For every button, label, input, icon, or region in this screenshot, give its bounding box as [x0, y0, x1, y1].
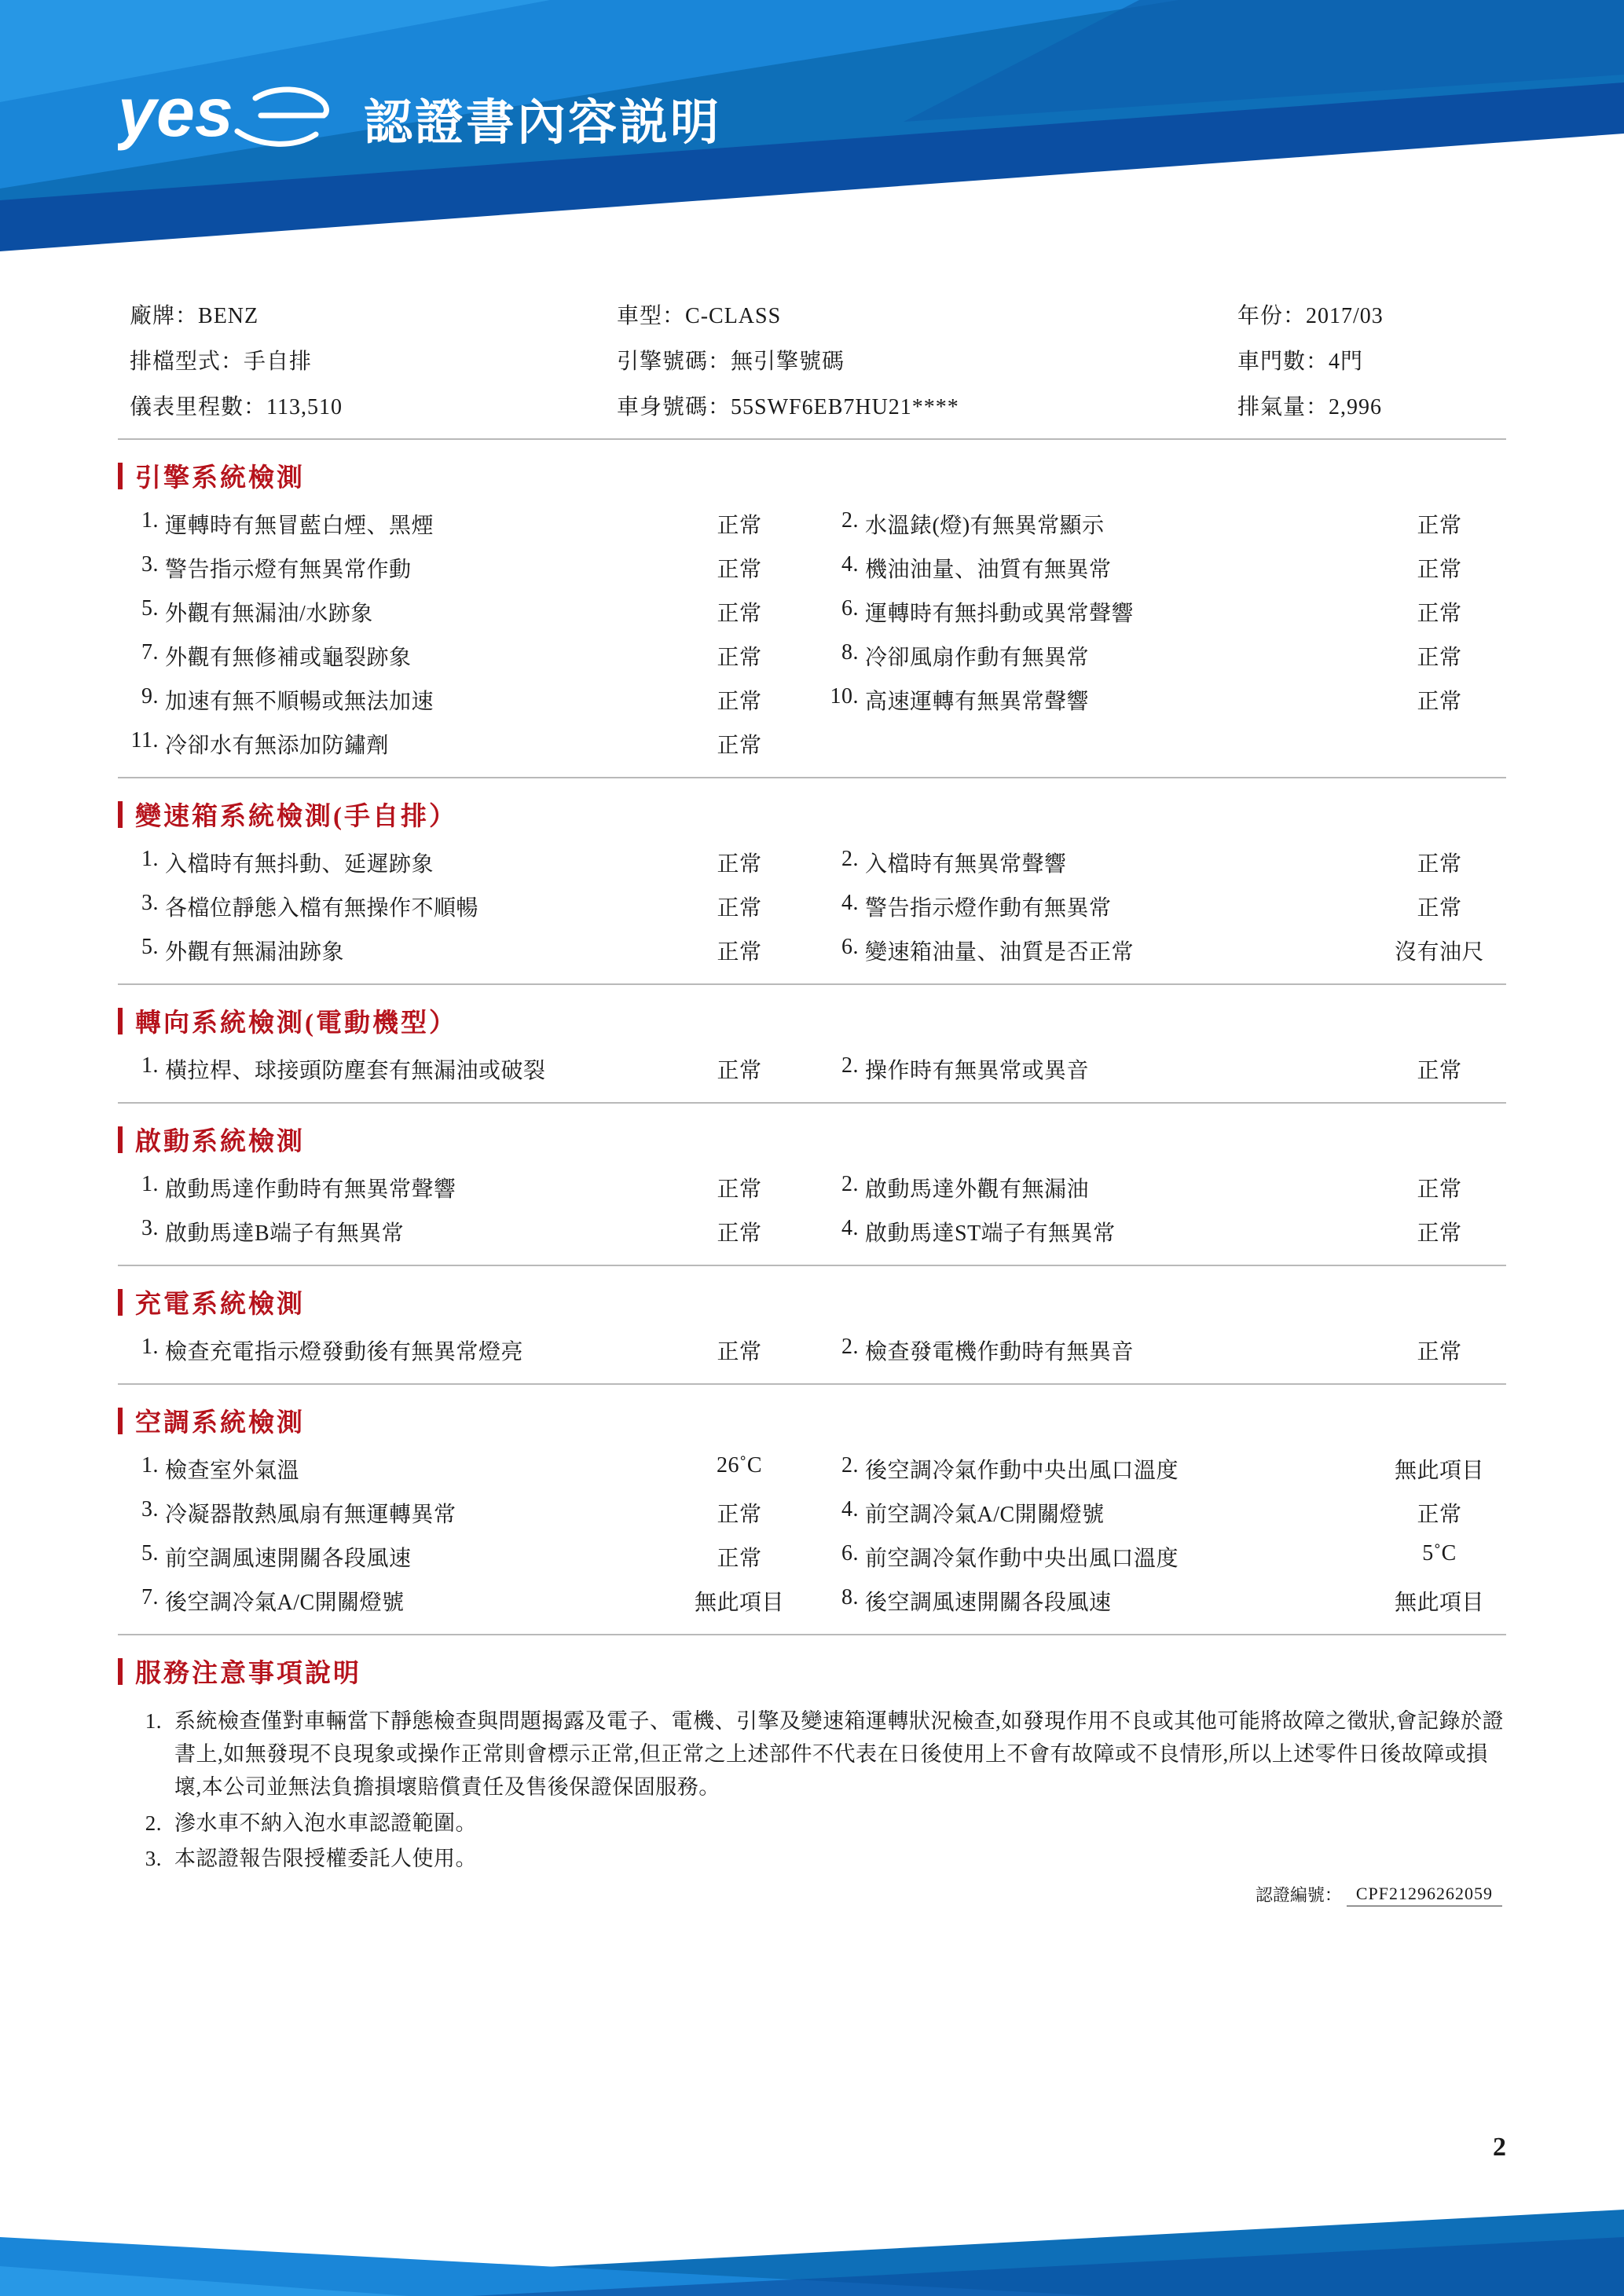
section-items	[118, 840, 1506, 985]
item-label: 前空調風速開關各段風速	[165, 1547, 412, 1571]
item-number: 1.	[141, 1453, 159, 1478]
page-title: 認證書內容説明	[364, 96, 722, 150]
document-body	[0, 283, 1624, 1906]
section-items	[118, 1328, 1506, 1385]
item-number: 3.	[141, 1216, 159, 1240]
item-label: 前空調冷氣作動中央出風口溫度	[865, 1547, 1179, 1571]
item-label: 變速箱油量、油質是否正常	[865, 940, 1135, 965]
item-label: 高速運轉有無異常聲響	[865, 690, 1090, 714]
item-result: 正常	[717, 690, 762, 714]
section-title: 啟動系統檢測	[135, 1128, 305, 1156]
item-number: 11.	[130, 728, 159, 753]
vehicle-info-value: 4門	[1329, 350, 1364, 374]
notice-item	[118, 1807, 1506, 1840]
footer-banner-graphic	[0, 2178, 1624, 2296]
item-number: 6.	[841, 596, 859, 621]
vehicle-info-label: 車身號碼：	[617, 395, 731, 419]
section-items	[118, 502, 1506, 778]
item-label: 各檔位靜態入檔有無操作不順暢	[165, 896, 479, 921]
vehicle-info-value: 113,510	[266, 395, 343, 419]
yes-logo-graphic	[118, 75, 334, 165]
item-result: 正常	[717, 896, 762, 921]
svg-text:yes: yes	[118, 75, 233, 151]
item-number	[806, 728, 865, 760]
item-number: 6.	[841, 1541, 859, 1565]
item-number: 1.	[141, 847, 159, 871]
yes-logo	[118, 75, 334, 161]
item-result: 正常	[717, 1503, 762, 1527]
item-label: 後空調冷氣作動中央出風口溫度	[865, 1459, 1179, 1483]
item-result: 正常	[1417, 646, 1462, 670]
item-result: 正常	[717, 558, 762, 582]
item-number: 3.	[141, 891, 159, 915]
section-marker-icon	[118, 1289, 123, 1316]
item-number: 5.	[141, 1541, 159, 1565]
section-marker-icon	[118, 1126, 123, 1153]
notice-text: 系統檢查僅對車輛當下靜態檢查與問題揭露及電子、電機、引擎及變速箱運轉狀況檢查,如發現作用不良或其他可能將故障之徵狀,會記錄於證書上,如無發現不良現象或操作正常則會標示正常,但正常之上述部件不代表在日後使用上不會有故障或不良情形,所以上述零件日後故障或損壞,本公司並無法負擔損壞賠償責任及售後保證保固服務。	[174, 1709, 1504, 1799]
item-label: 啟動馬達外觀有無漏油	[865, 1177, 1090, 1202]
item-number: 3.	[141, 552, 159, 577]
vehicle-info-value: 2017/03	[1306, 304, 1384, 328]
item-label: 加速有無不順暢或無法加速	[165, 690, 434, 714]
item-number: 6.	[841, 935, 859, 959]
notice-list	[118, 1697, 1506, 1876]
item-number: 2.	[841, 1453, 859, 1478]
section-items	[118, 1166, 1506, 1266]
item-result: 正常	[1417, 514, 1462, 538]
item-result: 無此項目	[1394, 1591, 1484, 1615]
item-number: 1.	[141, 1053, 159, 1078]
vehicle-info-field	[130, 390, 617, 421]
item-number: 2.	[841, 1335, 859, 1359]
item-result: 正常	[717, 514, 762, 538]
vehicle-info-field	[617, 344, 1237, 375]
item-number: 2.	[841, 847, 859, 871]
item-label: 冷凝器散熱風扇有無運轉異常	[165, 1503, 456, 1527]
section-title: 充電系統檢測	[135, 1291, 305, 1319]
section-title: 空調系統檢測	[135, 1409, 305, 1437]
vehicle-info-field	[617, 298, 1237, 330]
vehicle-info-value: C-CLASS	[685, 304, 782, 328]
item-result: 正常	[1417, 558, 1462, 582]
item-label: 入檔時有無抖動、延遲跡象	[165, 852, 434, 877]
item-number: 1.	[141, 508, 159, 533]
item-label: 前空調冷氣A/C開關燈號	[865, 1503, 1105, 1527]
item-result: 正常	[1417, 690, 1462, 714]
vehicle-info-value: BENZ	[198, 304, 259, 328]
item-result: 26˚C	[717, 1453, 762, 1478]
item-result: 沒有油尺	[1394, 940, 1484, 965]
vehicle-info-value: 無引擎號碼	[731, 350, 845, 374]
notice-number: 2.	[145, 1811, 162, 1835]
item-label: 檢查室外氣溫	[165, 1459, 300, 1483]
item-label: 檢查充電指示燈發動後有無異常燈亮	[165, 1340, 524, 1364]
item-result: 正常	[717, 1059, 762, 1083]
section-starter	[118, 1121, 1506, 1266]
item-label: 冷卻水有無添加防鏽劑	[165, 734, 390, 758]
item-label: 橫拉桿、球接頭防塵套有無漏油或破裂	[165, 1059, 546, 1083]
vehicle-info-field	[617, 390, 1237, 421]
notice-number: 1.	[145, 1709, 162, 1733]
vehicle-info-label: 引擎號碼：	[617, 350, 731, 374]
item-label: 後空調冷氣A/C開關燈號	[165, 1591, 405, 1615]
item-label: 啟動馬達作動時有無異常聲響	[165, 1177, 456, 1202]
item-result: 正常	[1417, 1177, 1462, 1202]
item-result: 無此項目	[694, 1591, 784, 1615]
notice-text: 本認證報告限授權委託人使用。	[174, 1847, 477, 1871]
notice-text: 滲水車不納入泡水車認證範圍。	[174, 1811, 477, 1835]
vehicle-info-field	[130, 298, 617, 330]
item-label: 水溫錶(燈)有無異常顯示	[865, 514, 1105, 538]
vehicle-info-label: 車型：	[617, 304, 686, 328]
item-number: 7.	[141, 1585, 159, 1609]
item-number: 10.	[830, 684, 859, 709]
section-heading	[118, 1402, 1506, 1439]
item-result: 正常	[1417, 896, 1462, 921]
item-number: 4.	[841, 891, 859, 915]
item-label: 操作時有無異常或異音	[865, 1059, 1090, 1083]
brand-block	[118, 75, 721, 161]
vehicle-info-value: 2,996	[1329, 395, 1383, 419]
item-number: 8.	[841, 1585, 859, 1609]
certificate-number-value: CPF21296262059	[1347, 1884, 1502, 1906]
item-label: 啟動馬達ST端子有無異常	[865, 1221, 1116, 1246]
item-label: 啟動馬達B端子有無異常	[165, 1221, 405, 1246]
item-label: 檢查發電機作動時有無異音	[865, 1340, 1135, 1364]
item-label: 警告指示燈作動有無異常	[865, 896, 1112, 921]
item-result: 5˚C	[1422, 1541, 1457, 1565]
item-result: 正常	[1417, 852, 1462, 877]
section-title: 轉向系統檢測(電動機型）	[135, 1009, 457, 1038]
item-result: 正常	[717, 940, 762, 965]
vehicle-info-field	[130, 344, 617, 375]
section-heading	[118, 1283, 1506, 1320]
item-result: 正常	[1417, 1340, 1462, 1364]
item-result: 正常	[717, 852, 762, 877]
item-number: 7.	[141, 640, 159, 665]
item-number: 4.	[841, 1216, 859, 1240]
item-label: 外觀有無漏油跡象	[165, 940, 345, 965]
item-number: 1.	[141, 1335, 159, 1359]
vehicle-info-label: 排檔型式：	[130, 350, 244, 374]
section-items	[118, 1447, 1506, 1635]
item-number: 4.	[841, 1497, 859, 1522]
section-engine	[118, 457, 1506, 778]
section-heading	[118, 457, 1506, 494]
section-title: 引擎系統檢測	[135, 464, 305, 493]
section-charging	[118, 1283, 1506, 1385]
item-number: 3.	[141, 1497, 159, 1522]
vehicle-info-label: 廠牌：	[130, 304, 199, 328]
item-result: 正常	[717, 1221, 762, 1246]
item-label: 入檔時有無異常聲響	[865, 852, 1067, 877]
item-result: 正常	[1417, 1503, 1462, 1527]
section-title: 變速箱系統檢測(手自排）	[135, 803, 457, 831]
item-result: 正常	[717, 1340, 762, 1364]
section-transmission	[118, 796, 1506, 985]
item-label	[865, 728, 1373, 760]
section-marker-icon	[118, 463, 123, 489]
item-result: 正常	[717, 1547, 762, 1571]
item-number: 4.	[841, 552, 859, 577]
notice-number: 3.	[145, 1847, 162, 1871]
section-items	[118, 1047, 1506, 1104]
item-label: 後空調風速開關各段風速	[865, 1591, 1112, 1615]
item-label: 外觀有無修補或龜裂跡象	[165, 646, 412, 670]
vehicle-info-field	[1237, 344, 1506, 375]
item-label: 運轉時有無冒藍白煙、黑煙	[165, 514, 434, 538]
item-number: 8.	[841, 640, 859, 665]
vehicle-info-field	[1237, 390, 1506, 421]
section-heading	[118, 1653, 1506, 1690]
item-number: 2.	[841, 1053, 859, 1078]
section-service-notice	[118, 1653, 1506, 1906]
vehicle-info-label: 車門數：	[1237, 350, 1329, 374]
item-result: 正常	[1417, 1221, 1462, 1246]
vehicle-info-block	[118, 283, 1506, 440]
item-result: 正常	[717, 646, 762, 670]
item-label: 外觀有無漏油/水跡象	[165, 602, 373, 626]
section-heading	[118, 796, 1506, 833]
item-label: 機油油量、油質有無異常	[865, 558, 1112, 582]
item-result: 正常	[717, 1177, 762, 1202]
vehicle-info-label: 年份：	[1237, 304, 1307, 328]
certificate-number-row	[118, 1882, 1506, 1906]
item-result: 正常	[1417, 602, 1462, 626]
vehicle-info-value: 手自排	[244, 350, 313, 374]
section-marker-icon	[118, 1658, 123, 1685]
section-steering	[118, 1002, 1506, 1104]
section-heading	[118, 1121, 1506, 1158]
section-heading	[118, 1002, 1506, 1039]
item-label: 冷卻風扇作動有無異常	[865, 646, 1090, 670]
section-air-conditioning	[118, 1402, 1506, 1635]
item-number: 5.	[141, 935, 159, 959]
vehicle-info-value: 55SWF6EB7HU21****	[731, 395, 959, 419]
item-result: 正常	[1417, 1059, 1462, 1083]
item-result: 正常	[717, 602, 762, 626]
notice-item	[118, 1705, 1506, 1804]
vehicle-info-label: 儀表里程數：	[130, 395, 267, 419]
item-number: 1.	[141, 1172, 159, 1196]
section-title: 服務注意事項說明	[135, 1660, 361, 1688]
page-footer	[0, 2178, 1624, 2296]
item-result: 正常	[717, 734, 762, 758]
item-number: 5.	[141, 596, 159, 621]
item-number: 9.	[141, 684, 159, 709]
vehicle-info-field	[1237, 298, 1506, 330]
item-result: 無此項目	[1394, 1459, 1484, 1483]
section-marker-icon	[118, 1408, 123, 1434]
item-number: 2.	[841, 508, 859, 533]
certificate-number-label: 認證編號：	[1255, 1885, 1342, 1906]
section-marker-icon	[118, 801, 123, 828]
item-number: 2.	[841, 1172, 859, 1196]
notice-item	[118, 1843, 1506, 1876]
section-marker-icon	[118, 1008, 123, 1034]
vehicle-info-label: 排氣量：	[1237, 395, 1329, 419]
item-label: 運轉時有無抖動或異常聲響	[865, 602, 1135, 626]
item-label: 警告指示燈有無異常作動	[165, 558, 412, 582]
item-result	[1373, 728, 1506, 760]
page-number: 2	[1493, 2133, 1506, 2162]
page-header	[0, 0, 1624, 283]
